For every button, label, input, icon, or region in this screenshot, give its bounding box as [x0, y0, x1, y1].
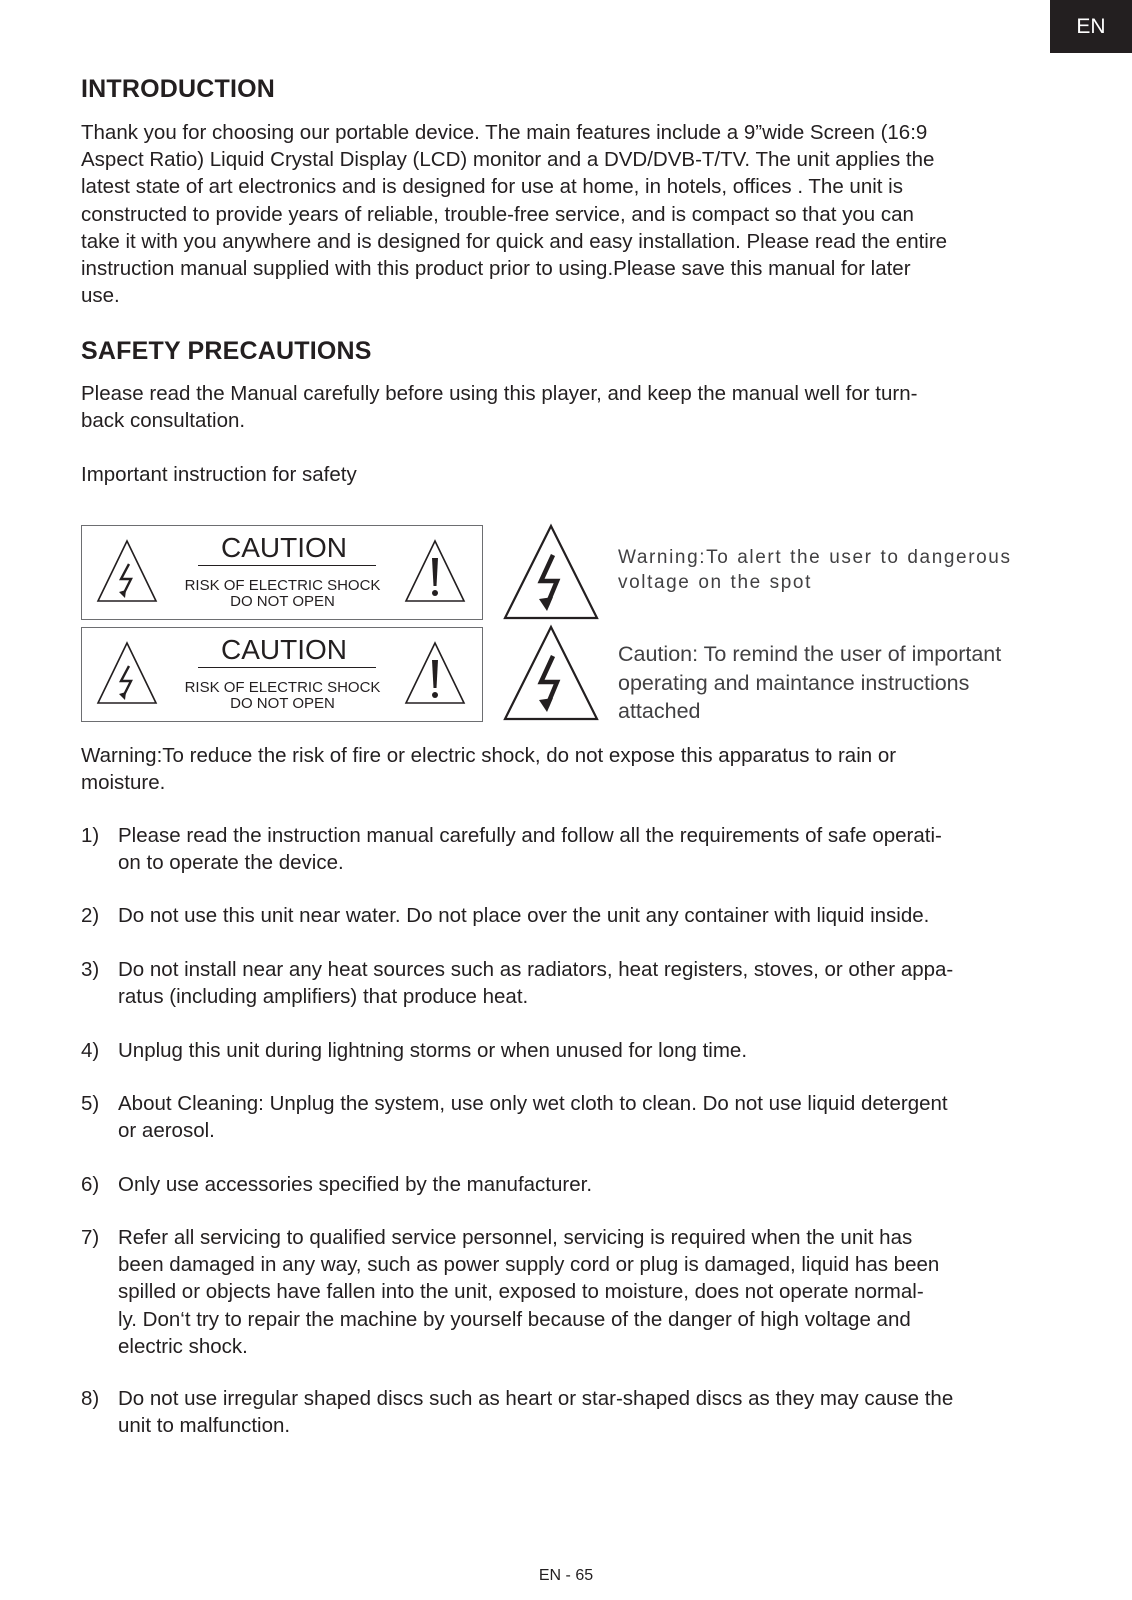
voltage-warning-note: Warning:To alert the user to dangerous voltage on the spot: [618, 547, 1012, 593]
caution-label-1: [81, 525, 483, 620]
electric-shock-triangle-icon: [96, 640, 158, 706]
exclamation-triangle-icon: [404, 640, 466, 706]
electric-shock-triangle-icon: [96, 538, 158, 604]
fire-shock-warning: Warning:To reduce the risk of fire or electric shock, do not expose this apparatus to rain or moisture.: [81, 744, 897, 795]
safety-heading: SAFETY PRECAUTIONS: [81, 337, 372, 365]
caution-label-2: [81, 627, 483, 722]
caution-subtext: RISK OF ELECTRIC SHOCK DO NOT OPEN: [184, 679, 381, 712]
important-instruction: Important instruction for safety: [81, 463, 357, 486]
dangerous-voltage-icon: [501, 624, 601, 722]
safety-intro: Please read the Manual carefully before using this player, and keep the manual well for turn- back consultation.: [81, 382, 918, 433]
caution-title: CAUTION: [221, 634, 347, 665]
caution-symbols: [81, 525, 1051, 725]
caution-instructions-note: Caution: To remind the user of important operating and maintance instructions attached: [618, 642, 1002, 723]
exclamation-triangle-icon: [404, 538, 466, 604]
page-number: EN - 65: [538, 1567, 594, 1584]
caution-subtext: RISK OF ELECTRIC SHOCK DO NOT OPEN: [184, 577, 381, 610]
language-tab: EN: [1050, 0, 1132, 53]
dangerous-voltage-icon: [501, 523, 601, 621]
caution-underline: [198, 565, 376, 566]
introduction-heading: INTRODUCTION: [81, 75, 276, 103]
introduction-paragraph: Thank you for choosing our portable device. The main features include a 9”wide Screen (16:9 Aspect Ratio) Liquid Crystal Display (LCD) monitor and a DVD/DVB-T/TV. The unit applies the latest state of art electronics and is designed for use at home, in hotels, offices . The unit is constructed to provide years of reliable, trouble-free service, and is compact so that you can take it with you anywhere and is designed for quick and easy installation. Please read the entire instruction manual supplied with this product prior to using.Please save this manual for later use.: [81, 121, 948, 308]
caution-underline: [198, 667, 376, 668]
caution-title: CAUTION: [221, 532, 347, 563]
